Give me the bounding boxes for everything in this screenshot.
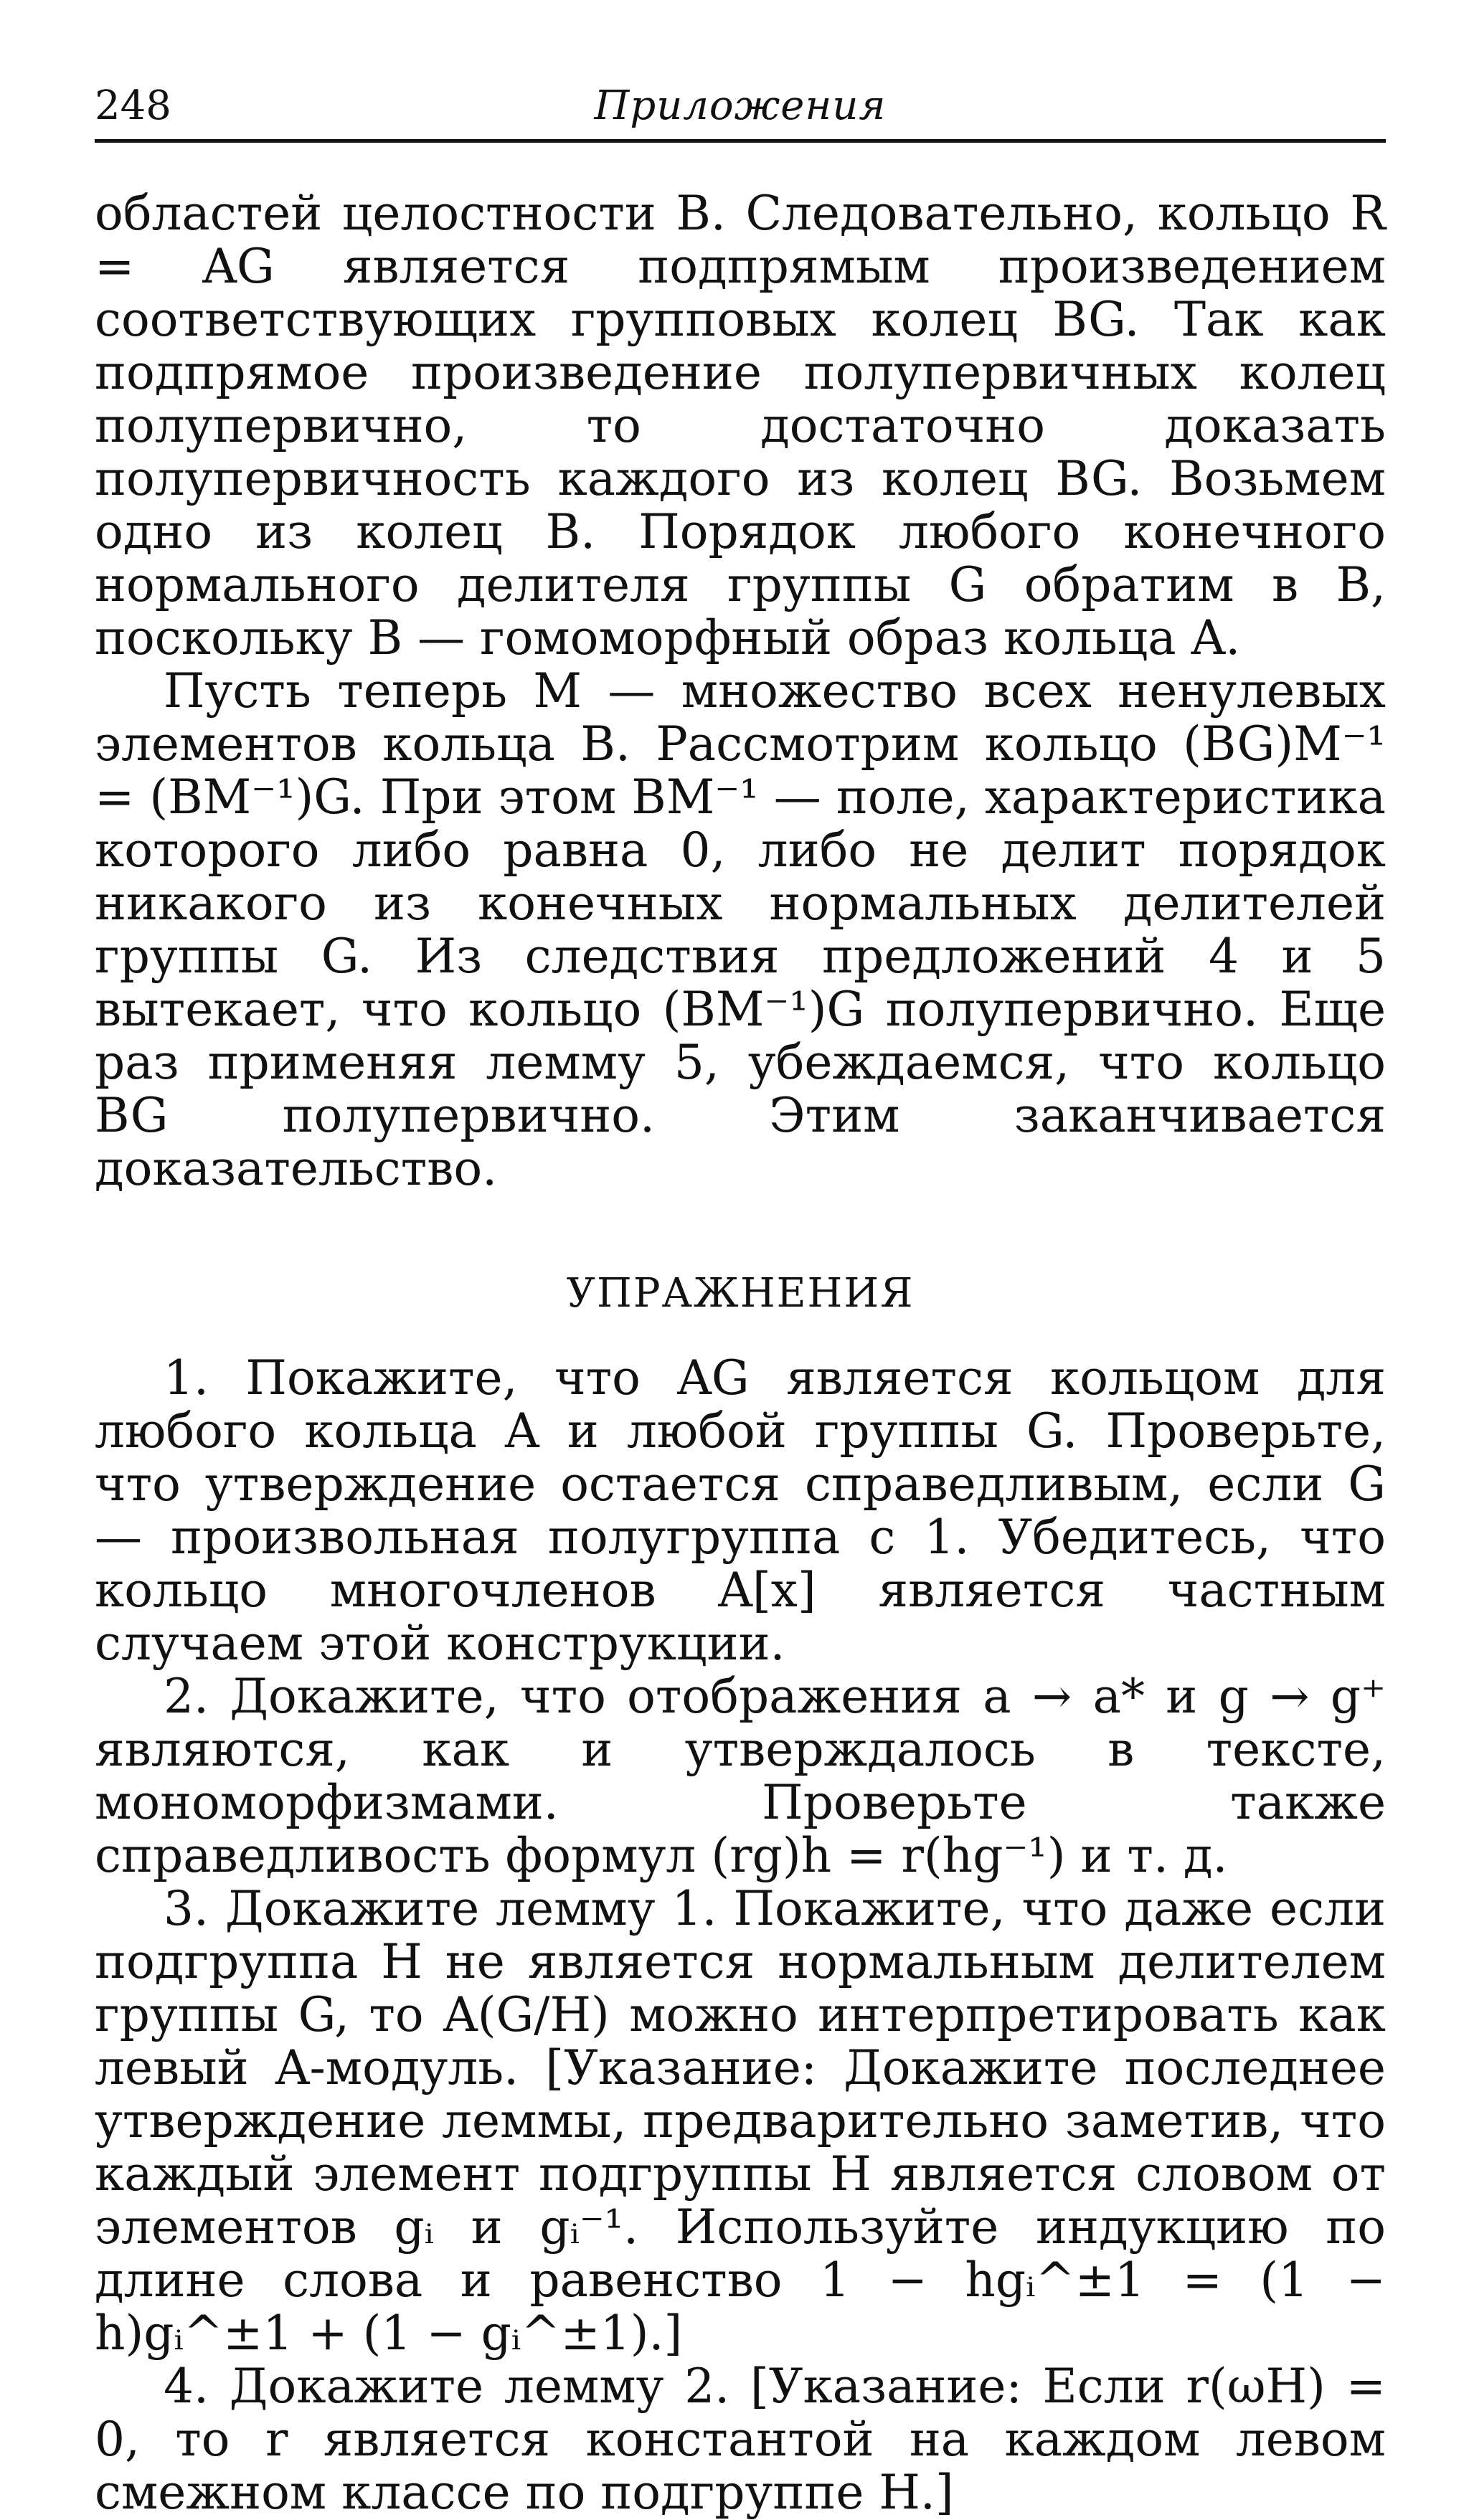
page-number: 248: [95, 82, 171, 129]
running-title: Приложения: [594, 82, 887, 129]
exercise-1: 1. Покажите, что AG является кольцом для любого кольца A и любой группы G. Проверьте, что утверждение остается справедливым, если G — произвольная полугруппа с 1. Убедитесь, что кольцо многочленов A[x] является частным случаем этой конструкции.: [95, 1350, 1386, 1671]
exercise-2: 2. Докажите, что отображения a → a* и g → g⁺ являются, как и утверждалось в тексте, мономорфизмами. Проверьте также справедливость формул (rg)h = r(hg⁻¹) и т. д.: [95, 1669, 1386, 1883]
page-content: [95, 79, 1386, 2519]
running-header: [95, 79, 1386, 143]
paragraph-proof-end: Пусть теперь M — множество всех ненулевых элементов кольца B. Рассмотрим кольцо (BG)M⁻¹ = (BM⁻¹)G. При этом BM⁻¹ — поле, характеристика которого либо равна 0, либо не делит порядок никакого из конечных нормальных делителей группы G. Из следствия предложений 4 и 5 вытекает, что кольцо (BM⁻¹)G полупервично. Еще раз применяя лемму 5, убеждаемся, что кольцо BG полупервично. Этим заканчивается доказательство.: [95, 663, 1386, 1196]
main-text: [95, 187, 1386, 2519]
exercise-4: 4. Докажите лемму 2. [Указание: Если r(ωH) = 0, то r является константой на каждом левом смежном классе по подгруппе H.]: [95, 2359, 1386, 2520]
exercises-heading: УПРАЖНЕНИЯ: [566, 1270, 915, 1317]
paragraph-continuation: областей целостности B. Следовательно, кольцо R = AG является подпрямым произведением соответствующих групповых колец BG. Так как подпрямое произведение полупервичных колец полупервично, то достаточно доказать полупервичность каждого из колец BG. Возьмем одно из колец B. Порядок любого конечного нормального делителя группы G обратим в B, поскольку B — гомоморфный образ кольца A.: [95, 186, 1386, 665]
exercise-3: 3. Докажите лемму 1. Покажите, что даже если подгруппа H не является нормальным делителем группы G, то A(G/H) можно интерпретировать как левый A-модуль. [Указание: Докажите последнее утверждение леммы, предварительно заметив, что каждый элемент подгруппы H является словом от элементов gᵢ и gᵢ⁻¹. Используйте индукцию по длине слова и равенство 1 − hgᵢ^±1 = (1 − h)gᵢ^±1 + (1 − gᵢ^±1).]: [95, 1881, 1386, 2361]
